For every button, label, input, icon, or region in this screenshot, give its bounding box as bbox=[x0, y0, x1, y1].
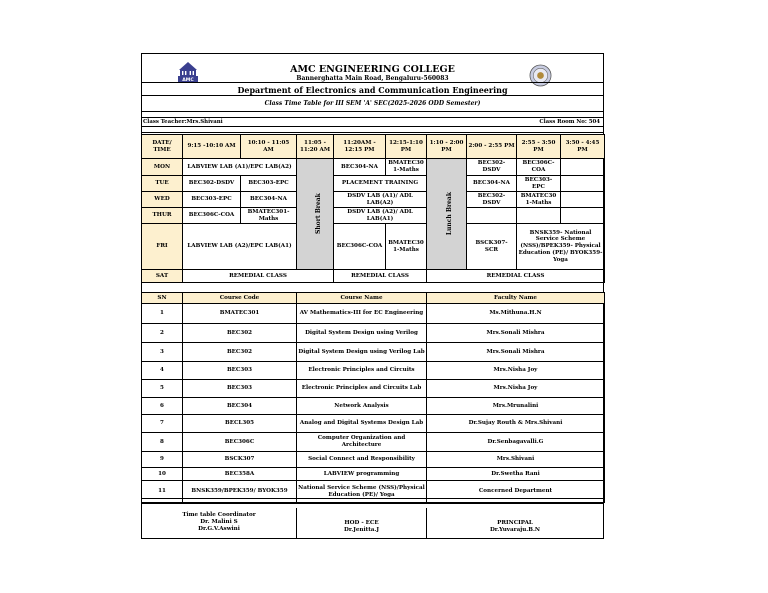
course-name: Computer Organization and Architecture bbox=[297, 433, 427, 452]
divider bbox=[142, 498, 603, 499]
cell-fri-s4: BMATEC30 1-Maths bbox=[386, 224, 427, 270]
row-wed bbox=[142, 192, 605, 208]
cell-mon-morning: LABVIEW LAB (A1)/EPC LAB(A2) bbox=[183, 159, 297, 176]
cell-thu-s1: BEC306C-COA bbox=[183, 208, 241, 224]
cell-tue-mid: PLACEMENT TRAINING bbox=[334, 176, 427, 192]
course-code: BNSK359/BPEK359/ BYOK359 bbox=[183, 481, 297, 503]
principal-name: Dr.Yuvaraju.B.N bbox=[489, 526, 541, 533]
lunch-break-label: Lunch Break bbox=[445, 192, 453, 236]
header-course-name: Course Name bbox=[297, 293, 427, 304]
hod-name: Dr.Jenitta.J bbox=[343, 526, 379, 533]
cell-sat-morning: REMEDIAL CLASS bbox=[183, 270, 334, 283]
course-code: BMATEC301 bbox=[183, 304, 297, 324]
class-room: Class Room No: 504 bbox=[539, 119, 600, 125]
course-sn: 7 bbox=[142, 415, 183, 433]
table-row bbox=[142, 324, 605, 343]
divider bbox=[142, 117, 603, 118]
cell-thu-s2: BMATEC301- Maths bbox=[241, 208, 297, 224]
day-label: WED bbox=[142, 192, 183, 208]
college-name: AMC ENGINEERING COLLEGE bbox=[290, 64, 455, 75]
lunch-break-cell bbox=[427, 159, 467, 270]
principal-signature bbox=[427, 508, 603, 539]
col-header-slot2: 10:10 - 11:05 AM bbox=[241, 135, 297, 159]
divider bbox=[142, 503, 603, 504]
row-sat bbox=[142, 270, 605, 283]
faculty-name: Concerned Department bbox=[427, 481, 605, 503]
cell-mon-s4: BMATEC30 1-Maths bbox=[386, 159, 427, 176]
header-course-code: Course Code bbox=[183, 293, 297, 304]
faculty-name: Mrs.Mrunalini bbox=[427, 398, 605, 415]
col-header-day: DATE/ TIME bbox=[142, 135, 183, 159]
course-name: AV Mathematics-III for EC Engineering bbox=[297, 304, 427, 324]
course-name: LABVIEW programming bbox=[297, 468, 427, 481]
faculty-name: Dr.Sujay Routh & Mrs.Shivani bbox=[427, 415, 605, 433]
course-table bbox=[141, 292, 605, 503]
cell-mon-s7 bbox=[561, 159, 605, 176]
table-row bbox=[142, 452, 605, 468]
table-row bbox=[142, 481, 605, 503]
divider bbox=[142, 126, 603, 127]
course-sn: 3 bbox=[142, 343, 183, 362]
course-code: BEC302 bbox=[183, 343, 297, 362]
cell-fri-morning: LABVIEW LAB (A2)/EPC LAB(A1) bbox=[183, 224, 297, 270]
cell-mon-s3: BEC304-NA bbox=[334, 159, 386, 176]
cell-thu-s6 bbox=[517, 208, 561, 224]
day-label: TUE bbox=[142, 176, 183, 192]
course-name: National Service Scheme (NSS)/Physical Education (PE)/ Yoga bbox=[297, 481, 427, 503]
course-sn: 8 bbox=[142, 433, 183, 452]
cell-tue-s2: BEC303-EPC bbox=[241, 176, 297, 192]
coordinator-name: Dr. Malini S bbox=[200, 518, 238, 525]
course-sn: 10 bbox=[142, 468, 183, 481]
cell-tue-s5: BEC304-NA bbox=[467, 176, 517, 192]
cell-wed-mid: DSDV LAB (A1)/ ADL LAB(A2) bbox=[334, 192, 427, 208]
college-address: Bannerghatta Main Road, Bengaluru-560083 bbox=[296, 75, 449, 82]
faculty-name: Ms.Mithuna.H.N bbox=[427, 304, 605, 324]
course-name: Electronic Principles and Circuits bbox=[297, 362, 427, 380]
coordinator-title: Time table Coordinator bbox=[182, 512, 256, 518]
cell-fri-afternoon: BNSK359- National Service Scheme (NSS)/BPEK359- Physical Education (PE)/ BYOK359- Yoga bbox=[517, 224, 605, 270]
day-label: SAT bbox=[142, 270, 183, 283]
table-row bbox=[142, 468, 605, 481]
cell-tue-s7 bbox=[561, 176, 605, 192]
table-row bbox=[142, 433, 605, 452]
course-code: BSCK307 bbox=[183, 452, 297, 468]
faculty-name: Dr.Senbagavalli.G bbox=[427, 433, 605, 452]
course-code: BEC304 bbox=[183, 398, 297, 415]
course-name: Digital System Design using Verilog bbox=[297, 324, 427, 343]
day-label: FRI bbox=[142, 224, 183, 270]
table-row bbox=[142, 398, 605, 415]
hod-title: HOD - ECE bbox=[344, 520, 379, 526]
divider bbox=[142, 95, 603, 96]
cell-mon-s5: BEC302- DSDV bbox=[467, 159, 517, 176]
department-title: Department of Electronics and Communication Engineering bbox=[237, 85, 508, 95]
faculty-name: Mrs.Shivani bbox=[427, 452, 605, 468]
cell-fri-s5: BSCK307- SCR bbox=[467, 224, 517, 270]
coordinator-name: Dr.G.V.Aswini bbox=[198, 525, 240, 532]
signature-block bbox=[142, 508, 603, 539]
course-sn: 6 bbox=[142, 398, 183, 415]
course-sn: 5 bbox=[142, 380, 183, 398]
divider bbox=[142, 132, 603, 133]
course-sn: 9 bbox=[142, 452, 183, 468]
cell-wed-s2: BEC304-NA bbox=[241, 192, 297, 208]
timetable-subtitle: Class Time Table for III SEM 'A' SEC(2025-2026 ODD Semester) bbox=[264, 100, 481, 107]
cell-thu-mid: DSDV LAB (A2)/ ADL LAB(A1) bbox=[334, 208, 427, 224]
faculty-name: Dr.Swetha Rani bbox=[427, 468, 605, 481]
row-tue bbox=[142, 176, 605, 192]
table-row bbox=[142, 343, 605, 362]
course-name: Analog and Digital Systems Design Lab bbox=[297, 415, 427, 433]
col-header-slot7: 3:50 - 4:45 PM bbox=[561, 135, 605, 159]
header-faculty: Faculty Name bbox=[427, 293, 605, 304]
row-mon bbox=[142, 159, 605, 176]
cell-mon-s6: BEC306C- COA bbox=[517, 159, 561, 176]
course-code: BEC358A bbox=[183, 468, 297, 481]
col-header-short-break: 11:05 - 11:20 AM bbox=[297, 135, 334, 159]
row-thu bbox=[142, 208, 605, 224]
timetable-header-row bbox=[142, 135, 605, 159]
cell-tue-s1: BEC302-DSDV bbox=[183, 176, 241, 192]
course-sn: 1 bbox=[142, 304, 183, 324]
course-name: Social Connect and Responsibility bbox=[297, 452, 427, 468]
cell-tue-s6: BEC303- EPC bbox=[517, 176, 561, 192]
svg-text:AMC: AMC bbox=[182, 77, 194, 83]
faculty-name: Mrs.Sonali Mishra bbox=[427, 343, 605, 362]
class-teacher: Class Teacher:Mrs.Shivani bbox=[143, 119, 223, 125]
faculty-name: Mrs.Nisha Joy bbox=[427, 362, 605, 380]
col-header-slot4: 12:15-1:10 PM bbox=[386, 135, 427, 159]
cell-wed-s7 bbox=[561, 192, 605, 208]
course-name: Network Analysis bbox=[297, 398, 427, 415]
course-sn: 11 bbox=[142, 481, 183, 503]
course-header-row bbox=[142, 293, 605, 304]
faculty-name: Mrs.Sonali Mishra bbox=[427, 324, 605, 343]
course-name: Digital System Design using Verilog Lab bbox=[297, 343, 427, 362]
cell-sat-mid: REMEDIAL CLASS bbox=[334, 270, 427, 283]
course-code: BEC303 bbox=[183, 380, 297, 398]
course-code: BEC303 bbox=[183, 362, 297, 380]
col-header-lunch: 1:10 - 2:00 PM bbox=[427, 135, 467, 159]
table-row bbox=[142, 415, 605, 433]
cell-thu-s5 bbox=[467, 208, 517, 224]
cell-fri-s3: BEC306C-COA bbox=[334, 224, 386, 270]
divider bbox=[142, 111, 603, 112]
timetable-sheet bbox=[141, 53, 604, 539]
course-name: Electronic Principles and Circuits Lab bbox=[297, 380, 427, 398]
table-row bbox=[142, 380, 605, 398]
course-code: BECL305 bbox=[183, 415, 297, 433]
course-sn: 4 bbox=[142, 362, 183, 380]
coordinator-signature bbox=[142, 508, 297, 539]
hod-signature bbox=[297, 508, 427, 539]
cell-wed-s6: BMATEC30 1-Maths bbox=[517, 192, 561, 208]
cell-sat-afternoon: REMEDIAL CLASS bbox=[427, 270, 605, 283]
table-row bbox=[142, 362, 605, 380]
faculty-name: Mrs.Nisha Joy bbox=[427, 380, 605, 398]
cell-thu-s7 bbox=[561, 208, 605, 224]
course-sn: 2 bbox=[142, 324, 183, 343]
short-break-cell bbox=[297, 159, 334, 270]
day-label: MON bbox=[142, 159, 183, 176]
course-code: BEC302 bbox=[183, 324, 297, 343]
course-code: BEC306C bbox=[183, 433, 297, 452]
row-fri bbox=[142, 224, 605, 270]
divider bbox=[142, 82, 603, 83]
col-header-slot5: 2:00 - 2:55 PM bbox=[467, 135, 517, 159]
timetable-grid bbox=[141, 134, 605, 283]
table-row bbox=[142, 304, 605, 324]
col-header-slot1: 9:15 -10:10 AM bbox=[183, 135, 241, 159]
principal-title: PRINCIPAL bbox=[497, 520, 533, 526]
header-sn: SN bbox=[142, 293, 183, 304]
col-header-slot6: 2:55 - 3:50 PM bbox=[517, 135, 561, 159]
col-header-slot3: 11:20AM - 12:15 PM bbox=[334, 135, 386, 159]
cell-wed-s1: BEC303-EPC bbox=[183, 192, 241, 208]
cell-wed-s5: BEC302- DSDV bbox=[467, 192, 517, 208]
short-break-label: Short Break bbox=[314, 193, 322, 235]
day-label: THUR bbox=[142, 208, 183, 224]
